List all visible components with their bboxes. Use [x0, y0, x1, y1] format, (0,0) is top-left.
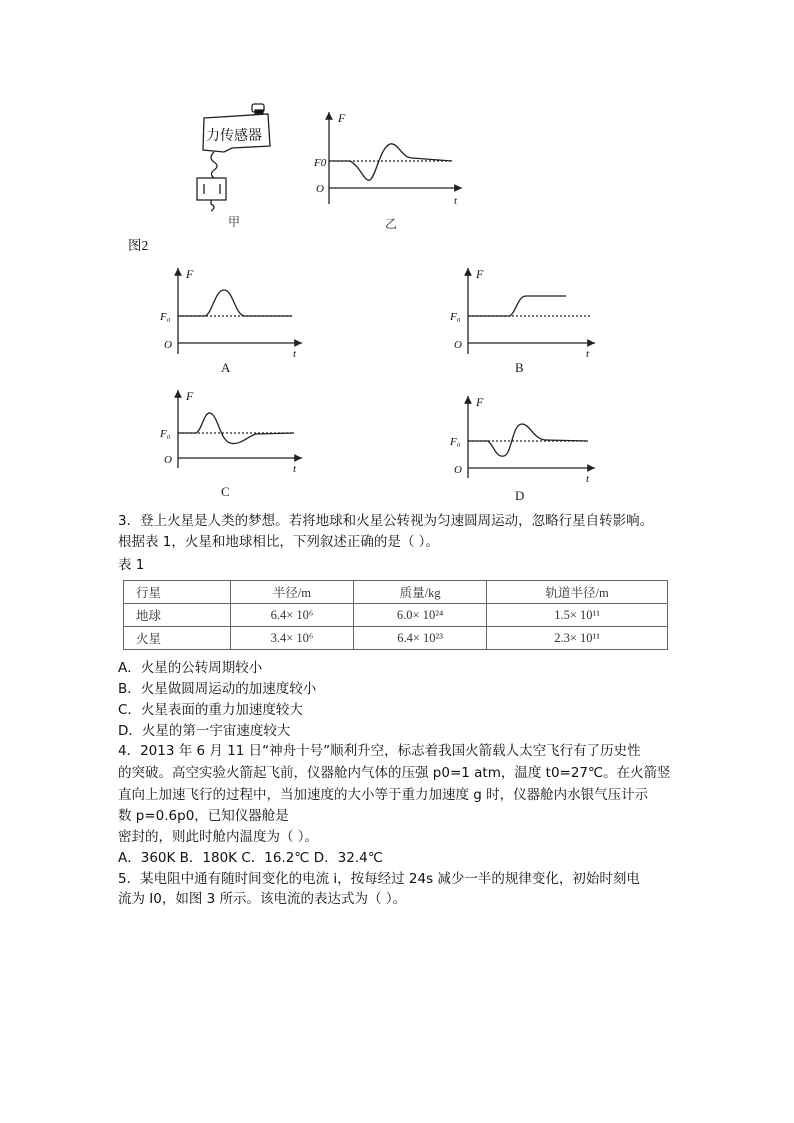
figure2-caption: 图2	[128, 238, 149, 253]
svg-text:F₀: F₀	[450, 436, 461, 448]
q3-option-c: C．火星表面的重力加速度较大	[118, 702, 303, 718]
graph-option-a	[159, 267, 302, 375]
table-header: 轨道半径/m	[487, 581, 668, 604]
table-row	[124, 627, 668, 650]
graph-label-d: D	[515, 488, 525, 503]
table-caption: 表 1	[118, 557, 145, 573]
svg-text:t: t	[293, 348, 297, 360]
axis-f: F	[338, 111, 346, 125]
table-cell: 2.3× 10¹¹	[487, 627, 668, 650]
table-cell: 1.5× 10¹¹	[487, 604, 668, 627]
svg-text:O: O	[454, 464, 462, 476]
table-cell: 火星	[124, 627, 231, 650]
graph-yi	[313, 111, 462, 231]
figures	[0, 0, 794, 520]
table-cell: 地球	[124, 604, 231, 627]
graph-option-c	[159, 389, 302, 499]
q3-text-line2: 根据表 1，火星和地球相比，下列叙述正确的是（ ）。	[118, 534, 439, 550]
q3-text-line1: 3．登上火星是人类的梦想。若将地球和火星公转视为匀速圆周运动，忽略行星自转影响。	[118, 513, 654, 529]
table-row	[124, 604, 668, 627]
q3-option-d: D．火星的第一宇宙速度较大	[118, 723, 291, 739]
svg-text:F₀: F₀	[450, 311, 461, 323]
svg-text:F: F	[476, 395, 484, 409]
table-header-row	[124, 581, 668, 604]
svg-text:F: F	[186, 267, 194, 281]
table-header: 质量/kg	[353, 581, 486, 604]
graph-label-c: C	[221, 484, 230, 499]
planet-table	[123, 580, 668, 650]
q3-option-a: A．火星的公转周期较小	[118, 660, 263, 676]
force-sensor-drawing	[197, 104, 270, 229]
svg-text:O: O	[164, 339, 172, 351]
table-cell: 6.0× 10²⁴	[353, 604, 486, 627]
graph-label-a: A	[221, 360, 231, 375]
origin-label: O	[316, 183, 324, 195]
table-cell: 6.4× 10⁶	[230, 604, 353, 627]
svg-text:O: O	[164, 454, 172, 466]
sensor-label: 力传感器	[206, 129, 262, 144]
table-header: 半径/m	[230, 581, 353, 604]
table-header: 行星	[124, 581, 231, 604]
svg-text:F: F	[476, 267, 484, 281]
svg-text:O: O	[454, 339, 462, 351]
svg-text:F: F	[186, 389, 194, 403]
q5-text-line: 流为 I0，如图 3 所示。该电流的表达式为（ ）。	[118, 891, 407, 907]
q4-text-line: 密封的，则此时舱内温度为（ ）。	[118, 829, 319, 845]
q4-text-line: 4．2013 年 6 月 11 日“神舟十号”顺利升空，标志着我国火箭载人太空飞行有了历史性	[118, 743, 641, 759]
q3-option-b: B．火星做圆周运动的加速度较小	[118, 681, 317, 697]
graph-option-b	[449, 267, 595, 375]
table-cell: 6.4× 10²³	[353, 627, 486, 650]
svg-text:t: t	[293, 463, 297, 475]
q4-answers: A．360K B．180K C．16.2℃ D．32.4℃	[118, 850, 383, 866]
q4-text-line: 直向上加速飞行的过程中，当加速度的大小等于重力加速度 g 时，仪器舱内水银气压计示	[118, 787, 649, 803]
axis-t: t	[454, 195, 458, 207]
svg-text:F₀: F₀	[160, 428, 171, 440]
svg-text:t: t	[586, 473, 590, 485]
graph-option-d	[449, 395, 595, 503]
label-yi: 乙	[385, 217, 398, 231]
table-cell: 3.4× 10⁶	[230, 627, 353, 650]
q4-text-line: 数 p=0.6p0，已知仪器舱是	[118, 808, 289, 824]
q5-text-line: 5．某电阻中通有随时间变化的电流 i，按每经过 24s 减少一半的规律变化，初始时刻电	[118, 871, 640, 887]
f0-label: F0	[314, 157, 327, 169]
label-jia: 甲	[228, 215, 241, 229]
svg-text:t: t	[586, 348, 590, 360]
q4-text-line: 的突破。高空实验火箭起飞前，仪器舱内气体的压强 p0=1 atm，温度 t0=27℃。在火箭竖	[118, 765, 671, 781]
graph-label-b: B	[515, 360, 524, 375]
svg-text:F₀: F₀	[160, 311, 171, 323]
